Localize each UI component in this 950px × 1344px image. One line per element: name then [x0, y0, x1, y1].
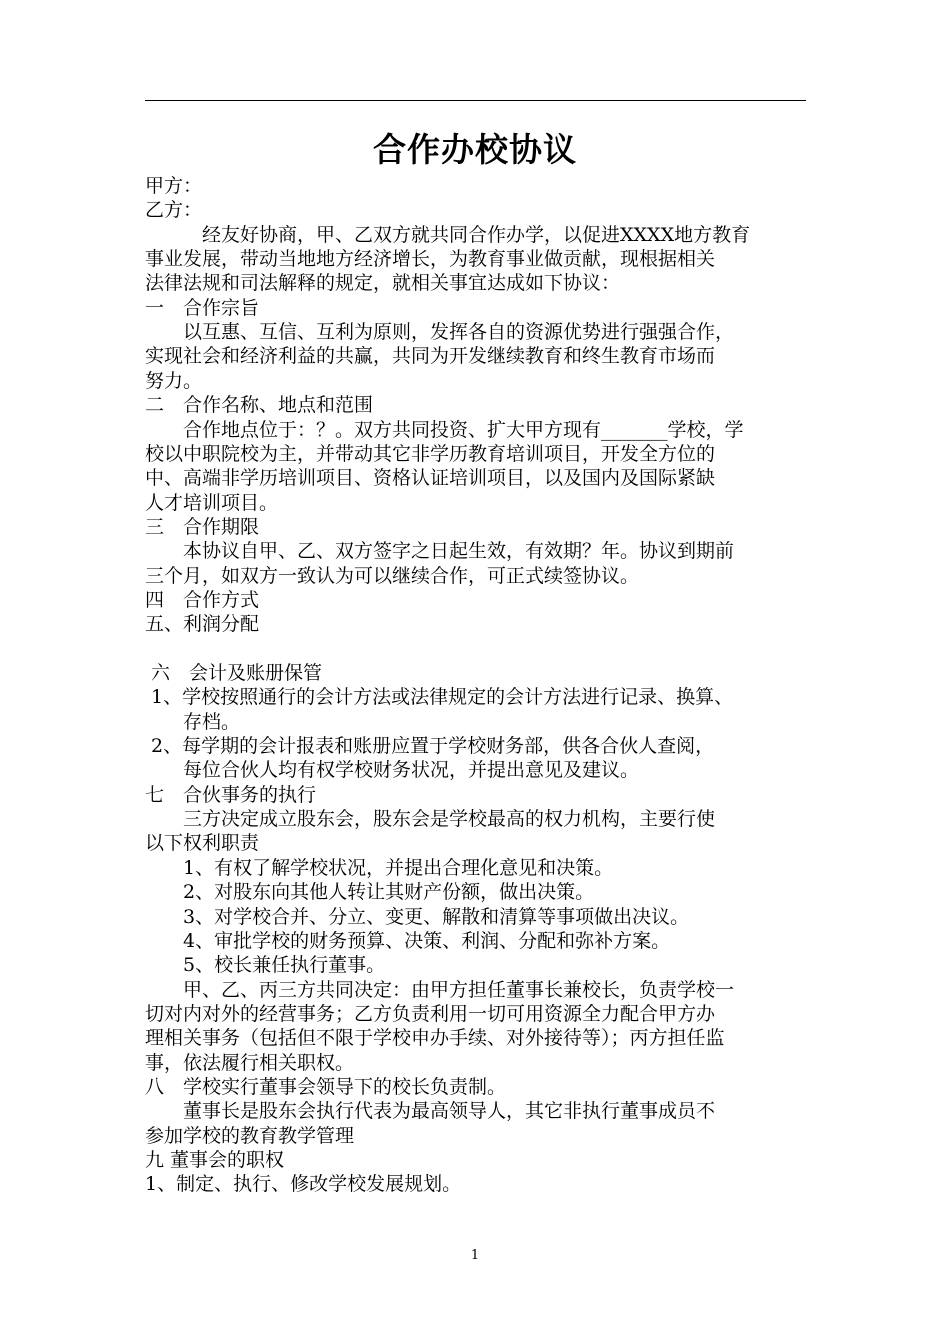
body-line: 人才培训项目。	[145, 492, 279, 514]
body-line: 2、对股东向其他人转让其财产份额，做出决策。	[145, 881, 595, 903]
body-line: 甲方：	[145, 175, 203, 197]
body-line: 每位合伙人均有权学校财务状况，并提出意见及建议。	[145, 759, 640, 781]
body-line: 实现社会和经济利益的共赢，共同为开发继续教育和终生教育市场而	[145, 345, 716, 367]
body-line: 二 合作名称、地点和范围	[145, 394, 374, 416]
body-line: 三 合作期限	[145, 516, 260, 538]
body-line: 五、利润分配	[145, 613, 260, 635]
body-line: 努力。	[145, 370, 203, 392]
body-line: 九 董事会的职权	[145, 1149, 285, 1171]
body-line: 事业发展，带动当地地方经济增长，为教育事业做贡献，现根据相关	[145, 248, 716, 270]
body-line: 1、有权了解学校状况，并提出合理化意见和决策。	[145, 857, 614, 879]
header-rule	[145, 100, 806, 101]
body-line: 1、制定、执行、修改学校发展规划。	[145, 1173, 462, 1195]
body-line: 四 合作方式	[145, 589, 260, 611]
body-line: 八 学校实行董事会领导下的校长负责制。	[145, 1076, 507, 1098]
body-line: 甲、乙、丙三方共同决定：由甲方担任董事长兼校长，负责学校一	[145, 979, 735, 1001]
body-line: 以互惠、互信、互利为原则，发挥各自的资源优势进行强强合作，	[145, 321, 735, 343]
body-line: 3、对学校合并、分立、变更、解散和清算等事项做出决议。	[145, 906, 690, 928]
document-title: 合作办校协议	[373, 130, 577, 169]
body-line: 七 合伙事务的执行	[145, 784, 317, 806]
body-line: 参加学校的教育教学管理	[145, 1125, 355, 1147]
body-line: 以下权利职责	[145, 832, 260, 854]
body-line: 事，依法履行相关职权。	[145, 1052, 355, 1074]
body-line: 切对内对外的经营事务；乙方负责利用一切可用资源全力配合甲方办	[145, 1003, 716, 1025]
body-line: 理相关事务（包括但不限于学校申办手续、对外接待等）；丙方担任监	[145, 1027, 725, 1049]
body-line: 4、审批学校的财务预算、决策、利润、分配和弥补方案。	[145, 930, 671, 952]
body-line: 2、每学期的会计报表和账册应置于学校财务部，供各合伙人查阅，	[145, 735, 715, 757]
body-line: 一 合作宗旨	[145, 297, 260, 319]
body-line: 经友好协商，甲、乙双方就共同合作办学，以促进XXXX地方教育	[145, 224, 751, 246]
body-line: 存档。	[145, 711, 241, 733]
body-line: 法律法规和司法解释的规定，就相关事宜达成如下协议：	[145, 272, 621, 294]
body-line: 本协议自甲、乙、双方签字之日起生效，有效期？年。协议到期前	[145, 540, 735, 562]
body-line: 1、学校按照通行的会计方法或法律规定的会计方法进行记录、换算、	[145, 686, 734, 708]
body-line: 三个月，如双方一致认为可以继续合作，可正式续签协议。	[145, 565, 640, 587]
body-line: 六 会计及账册保管	[145, 662, 323, 684]
body-line: 校以中职院校为主，并带动其它非学历教育培训项目，开发全方位的	[145, 443, 716, 465]
body-line: 5、校长兼任执行董事。	[145, 954, 386, 976]
body-line: 董事长是股东会执行代表为最高领导人，其它非执行董事成员不	[145, 1100, 716, 1122]
body-line: 合作地点位于：？。双方共同投资、扩大甲方现有_______学校，学	[145, 419, 744, 441]
page-number: 1	[470, 1248, 480, 1263]
body-line: 三方决定成立股东会，股东会是学校最高的权力机构，主要行使	[145, 808, 716, 830]
body-line: 乙方：	[145, 199, 203, 221]
body-line: 中、高端非学历培训项目、资格认证培训项目，以及国内及国际紧缺	[145, 467, 716, 489]
